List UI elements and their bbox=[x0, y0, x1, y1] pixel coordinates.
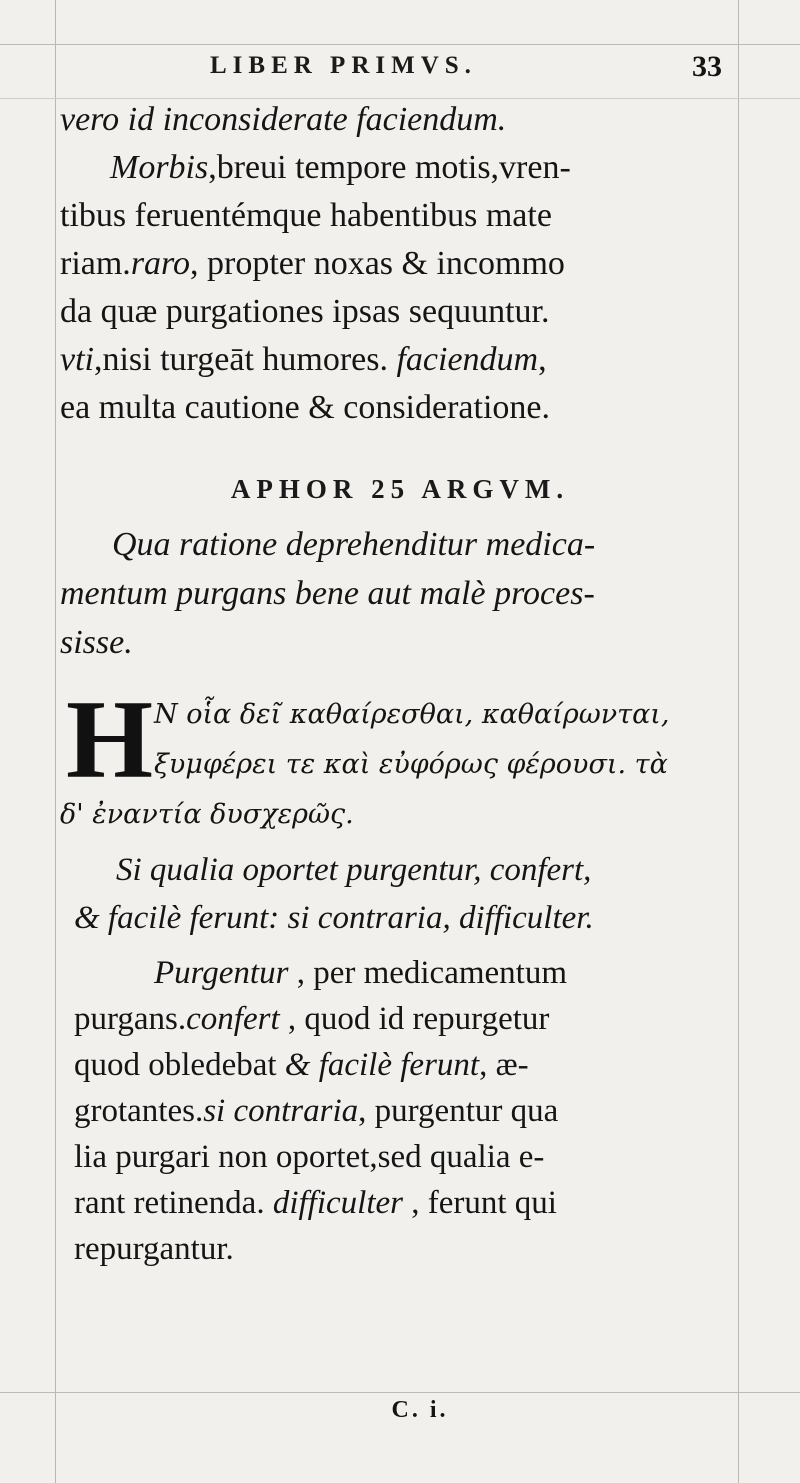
text-run: , propter noxas & incommo bbox=[190, 245, 565, 282]
aphorism-heading: APHOR 25 ARGVM. bbox=[230, 474, 570, 504]
text-run: raro bbox=[130, 245, 191, 282]
translation-line: Si qualia oportet purgentur, confert, bbox=[116, 852, 592, 888]
page-header bbox=[60, 50, 740, 90]
running-title: LIBER PRIMVS. bbox=[210, 52, 477, 79]
text-run: , bbox=[538, 341, 547, 378]
text-run: rant retinenda. bbox=[74, 1185, 273, 1221]
text-line bbox=[74, 1042, 738, 1088]
text-run: da quæ purgationes ipsas sequuntur. bbox=[60, 293, 550, 330]
signature-mark: C. i. bbox=[391, 1397, 449, 1423]
text-run: ea multa cautione & consideratione. bbox=[60, 389, 550, 426]
text-run: grotantes. bbox=[74, 1093, 204, 1129]
commentary-previous bbox=[60, 96, 740, 432]
text-run: tibus feruentémque habentibus mate bbox=[60, 197, 552, 234]
text-line bbox=[60, 336, 740, 384]
text-run: repurgantur. bbox=[74, 1231, 234, 1267]
text-run: ,nisi turgeāt humores. bbox=[93, 341, 397, 378]
text-line bbox=[60, 96, 740, 144]
text-run: Morbis bbox=[110, 149, 209, 186]
text-line bbox=[74, 1226, 738, 1272]
argument-line: sisse. bbox=[60, 624, 133, 661]
text-line bbox=[74, 1134, 738, 1180]
scan-rule-top bbox=[0, 44, 800, 45]
text-run: vti bbox=[60, 341, 94, 378]
greek-line: δ' ἐναντία δυσχερῶς. bbox=[60, 799, 354, 830]
text-line bbox=[74, 996, 738, 1042]
text-line bbox=[60, 144, 740, 192]
text-line bbox=[60, 288, 740, 336]
text-run: ,breui tempore motis,vren- bbox=[208, 149, 571, 186]
scan-rule-left bbox=[55, 0, 56, 1483]
text-run: quod obledebat bbox=[74, 1047, 285, 1083]
text-line bbox=[60, 240, 740, 288]
translation-line: & facilè ferunt: si contraria, difficulter. bbox=[74, 900, 594, 936]
drop-cap-initial: H bbox=[66, 678, 154, 802]
text-run: , quod id repurgetur bbox=[279, 1001, 550, 1037]
text-run: , æ- bbox=[479, 1047, 529, 1083]
text-line bbox=[74, 1088, 738, 1134]
commentary bbox=[74, 950, 738, 1272]
text-run: si contraria bbox=[203, 1093, 359, 1129]
text-run: , ferunt qui bbox=[402, 1185, 557, 1221]
greek-aphorism bbox=[60, 678, 740, 840]
argument-line: Qua ratione deprehenditur medica- bbox=[112, 526, 596, 563]
text-run: faciendum bbox=[396, 341, 539, 378]
text-line bbox=[74, 950, 738, 996]
greek-line: Ν οἷα δεῖ καθαίρεσθαι, καθαίρωνται, bbox=[154, 699, 670, 730]
text-run: purgans. bbox=[74, 1001, 187, 1037]
text-line bbox=[74, 1180, 738, 1226]
page-number: 33 bbox=[692, 50, 722, 83]
text-line bbox=[60, 192, 740, 240]
text-line bbox=[60, 384, 740, 432]
text-run: riam. bbox=[60, 245, 131, 282]
text-run: , purgentur qua bbox=[358, 1093, 559, 1129]
scan-rule-bottom bbox=[0, 1392, 800, 1393]
text-run: vero id inconsiderate faciendum. bbox=[60, 101, 507, 138]
text-run: Purgentur bbox=[154, 955, 289, 991]
aphorism-argument bbox=[60, 520, 740, 667]
text-run: difficulter bbox=[272, 1185, 403, 1221]
text-run: confert bbox=[186, 1001, 280, 1037]
text-run: lia purgari non oportet,sed qualia e- bbox=[74, 1139, 545, 1175]
text-run: , per medicamentum bbox=[288, 955, 568, 991]
text-run: & facilè ferunt bbox=[284, 1047, 480, 1083]
argument-line: mentum purgans bene aut malè proces- bbox=[60, 575, 595, 612]
latin-translation bbox=[60, 846, 740, 942]
greek-line: ξυμφέρει τε καὶ εὐφόρως φέρουσι. τὰ bbox=[154, 749, 668, 780]
